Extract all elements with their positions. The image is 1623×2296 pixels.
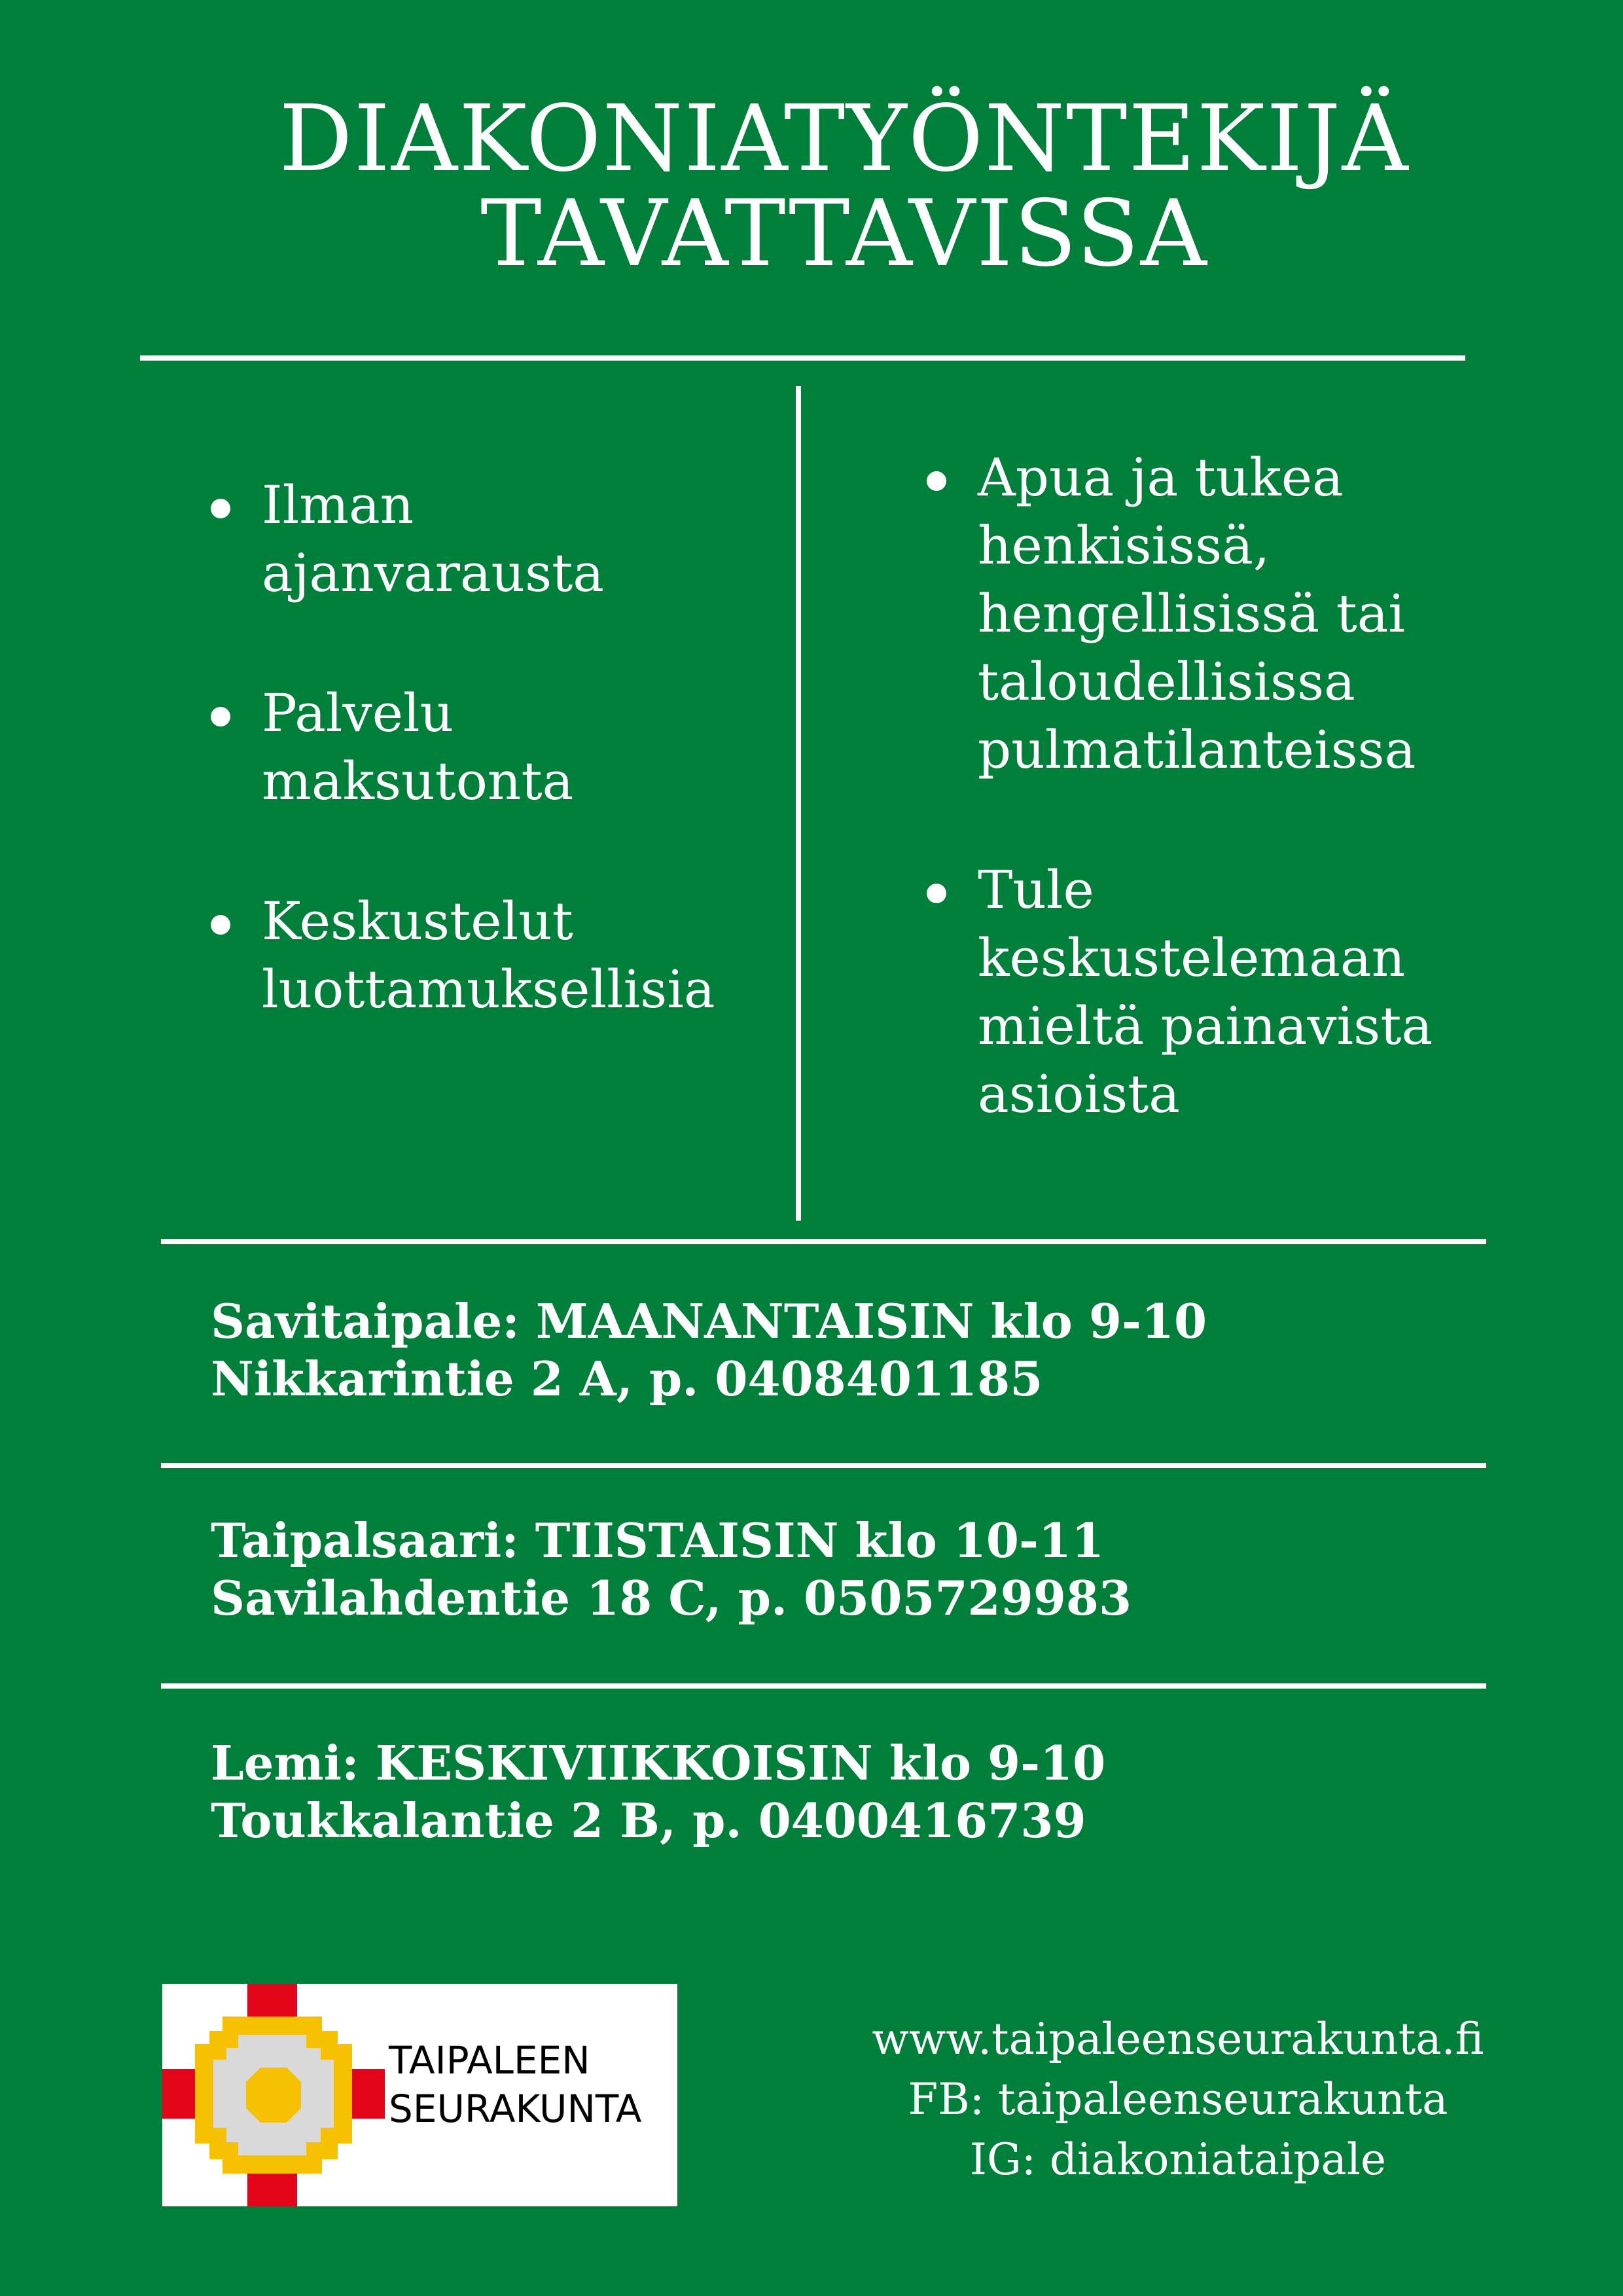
title-line-2: TAVATTAVISSA — [480, 181, 1208, 287]
cross-emblem-icon — [162, 1984, 385, 2206]
left-bullet-list — [211, 471, 800, 1096]
right-bullet-list — [927, 444, 1594, 1200]
list-item: Palvelu maksutonta — [211, 679, 800, 816]
website-link[interactable]: www.taipaleenseurakunta.fi — [872, 2014, 1484, 2064]
title-line-1: DIAKONIATYÖNTEKIJÄ — [279, 86, 1410, 192]
instagram-link[interactable]: IG: diakoniataipale — [969, 2134, 1387, 2185]
divider-top — [140, 355, 1465, 361]
location-taipalsaari: Taipalsaari: TIISTAISIN klo 10-11 Savilahdentie 18 C, p. 0505729983 — [211, 1513, 1132, 1626]
logo-text: TAIPALEEN SEURAKUNTA — [389, 2038, 642, 2131]
divider-location-1 — [161, 1463, 1486, 1468]
facebook-link[interactable]: FB: taipaleenseurakunta — [908, 2074, 1448, 2125]
list-item: Tule keskustelemaan mieltä painavista asioista — [927, 856, 1594, 1128]
page-title — [131, 86, 1558, 287]
list-item: Keskustelut luottamuksellisia — [211, 888, 800, 1024]
list-item: Apua ja tukea henkisissä, hengellisissä tai taloudellisissa pulmatilanteissa — [927, 444, 1594, 784]
location-lemi: Lemi: KESKIVIIKKOISIN klo 9-10 Toukkalantie 2 B, p. 0400416739 — [211, 1735, 1106, 1848]
logo — [162, 1984, 677, 2206]
divider-columns-bottom — [161, 1239, 1486, 1244]
divider-location-2 — [161, 1683, 1486, 1689]
list-item: Ilman ajanvarausta — [211, 471, 800, 607]
footer-links — [818, 2009, 1538, 2190]
location-savitaipale: Savitaipale: MAANANTAISIN klo 9-10 Nikkarintie 2 A, p. 0408401185 — [211, 1293, 1207, 1407]
